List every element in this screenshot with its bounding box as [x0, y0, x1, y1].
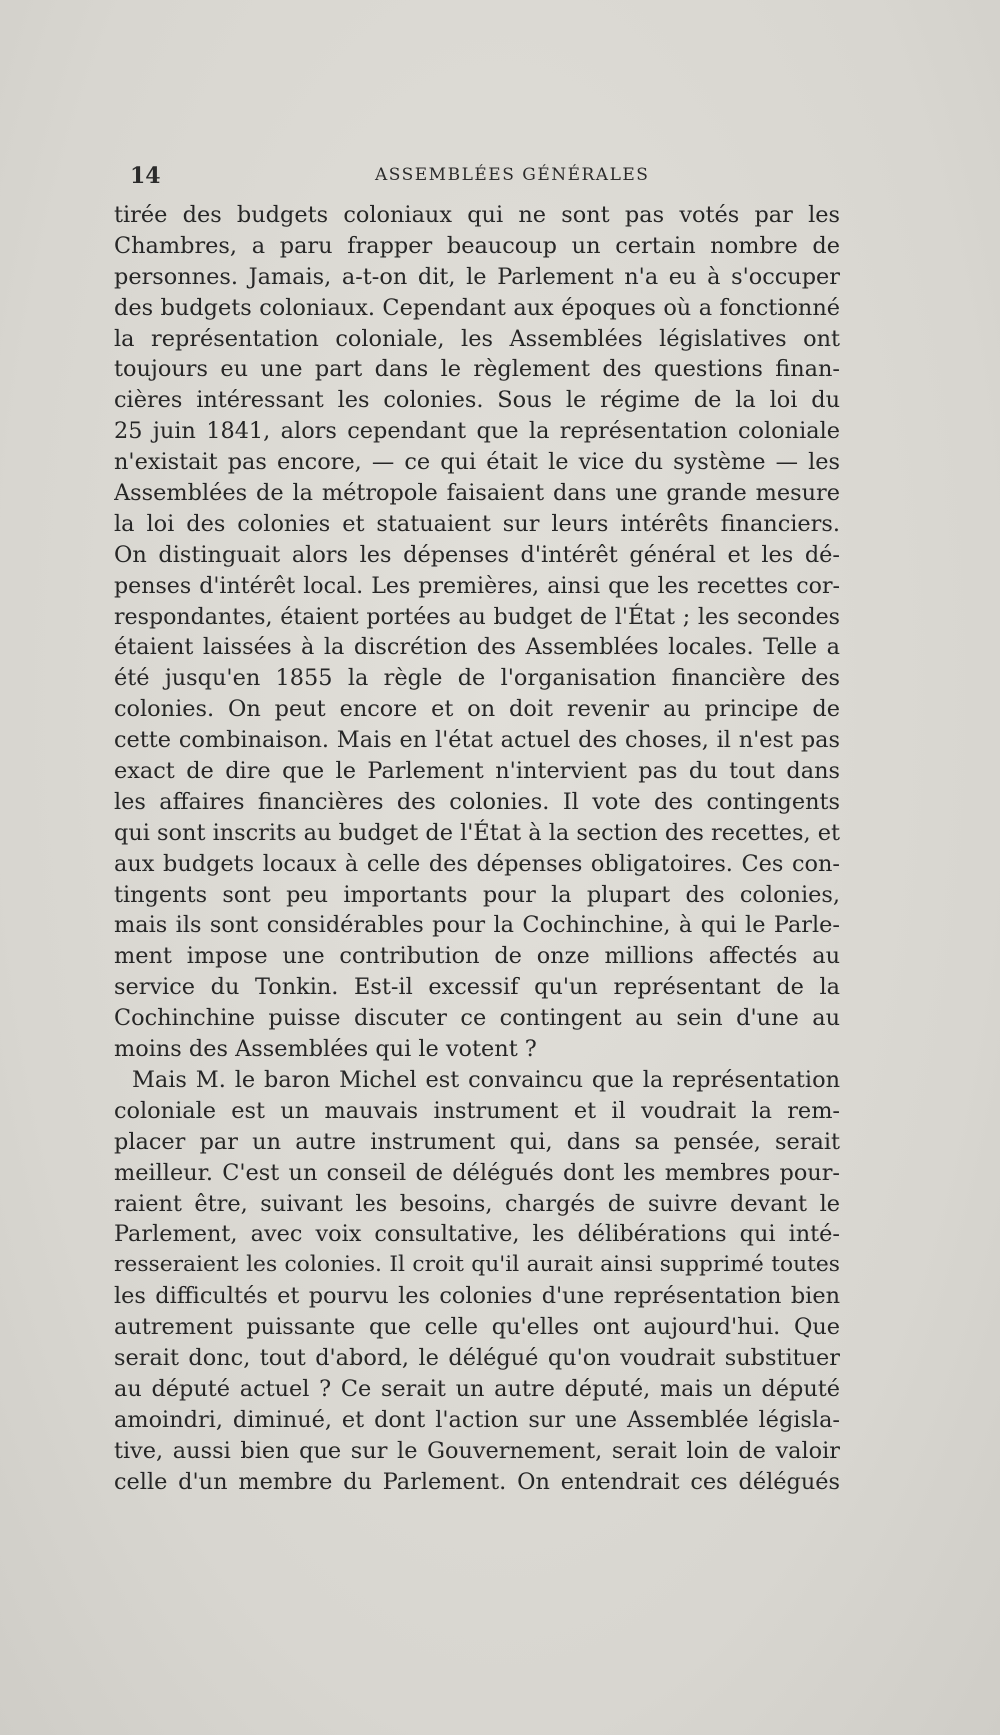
running-title: ASSEMBLÉES GÉNÉRALES	[375, 165, 650, 185]
text-line: personnes. Jamais, a-t-on dit, le Parlement n'a eu à s'occuper	[114, 263, 840, 290]
text-line: cette combinaison. Mais en l'état actuel des choses, il n'est pas	[114, 727, 840, 754]
text-line: les affaires financières des colonies. Il vote des contingents	[114, 788, 840, 815]
text-line: autrement puissante que celle qu'elles ont aujourd'hui. Que	[114, 1314, 840, 1341]
text-line: amoindri, diminué, et dont l'action sur une Assemblée législa-	[114, 1406, 840, 1433]
text-line: moins des Assemblées qui le votent ?	[114, 1036, 537, 1063]
text-line: Assemblées de la métropole faisaient dans une grande mesure	[114, 480, 840, 507]
text-line: placer par un autre instrument qui, dans sa pensée, serait	[114, 1128, 840, 1155]
text-line: au député actuel ? Ce serait un autre député, mais un député	[114, 1375, 840, 1402]
text-line: toujours eu une part dans le règlement des questions finan-	[114, 356, 840, 383]
text-line: exact de dire que le Parlement n'intervient pas du tout dans	[114, 758, 840, 785]
text-line: la loi des colonies et statuaient sur leurs intérêts financiers.	[114, 510, 840, 537]
text-line: ment impose une contribution de onze millions affectés au	[114, 943, 840, 970]
text-line: Mais M. le baron Michel est convaincu que la représentation	[132, 1066, 840, 1093]
text-line: resseraient les colonies. Il croit qu'il aurait ainsi supprimé toutes	[114, 1252, 840, 1278]
text-line: aux budgets locaux à celle des dépenses obligatoires. Ces con-	[114, 850, 840, 877]
text-line: Chambres, a paru frapper beaucoup un certain nombre de	[114, 232, 840, 259]
text-line: tive, aussi bien que sur le Gouvernement, serait loin de valoir	[114, 1437, 840, 1464]
text-line: coloniale est un mauvais instrument et il voudrait la rem-	[114, 1097, 840, 1124]
text-line: tirée des budgets coloniaux qui ne sont pas votés par les	[114, 202, 840, 228]
text-line: les difficultés et pourvu les colonies d'une représentation bien	[114, 1283, 840, 1310]
body-text	[114, 200, 840, 1497]
text-line: étaient laissées à la discrétion des Assemblées locales. Telle a	[114, 634, 840, 661]
text-line: colonies. On peut encore et on doit revenir au principe de	[114, 696, 840, 723]
text-line: des budgets coloniaux. Cependant aux époques où a fonctionné	[114, 294, 840, 321]
text-line: cières intéressant les colonies. Sous le régime de la loi du	[114, 387, 840, 414]
text-line: la représentation coloniale, les Assemblées législatives ont	[114, 325, 840, 352]
text-line: meilleur. C'est un conseil de délégués dont les membres pour-	[114, 1159, 840, 1186]
text-line: été jusqu'en 1855 la règle de l'organisation financière des	[114, 665, 840, 692]
text-line: On distinguait alors les dépenses d'intérêt général et les dé-	[114, 541, 840, 568]
text-line: mais ils sont considérables pour la Cochinchine, à qui le Parle-	[114, 912, 840, 939]
text-line: respondantes, étaient portées au budget de l'État ; les secondes	[114, 603, 840, 630]
text-line: n'existait pas encore, — ce qui était le vice du système — les	[114, 449, 840, 476]
text-line: celle d'un membre du Parlement. On entendrait ces délégués	[114, 1468, 840, 1495]
text-line: raient être, suivant les besoins, chargés de suivre devant le	[114, 1190, 840, 1217]
text-line: Cochinchine puisse discuter ce contingent au sein d'une au	[114, 1005, 840, 1032]
text-line: Parlement, avec voix consultative, les délibérations qui inté-	[114, 1221, 840, 1248]
text-line: penses d'intérêt local. Les premières, ainsi que les recettes cor-	[114, 572, 840, 599]
text-line: qui sont inscrits au budget de l'État à la section des recettes, et	[114, 819, 840, 846]
page-number: 14	[130, 163, 161, 189]
text-line: 25 juin 1841, alors cependant que la représentation coloniale	[114, 418, 840, 445]
text-line: tingents sont peu importants pour la plupart des colonies,	[114, 881, 840, 908]
text-line: service du Tonkin. Est-il excessif qu'un représentant de la	[114, 974, 840, 1001]
page-header	[130, 163, 870, 193]
text-line: serait donc, tout d'abord, le délégué qu'on voudrait substituer	[114, 1344, 840, 1371]
